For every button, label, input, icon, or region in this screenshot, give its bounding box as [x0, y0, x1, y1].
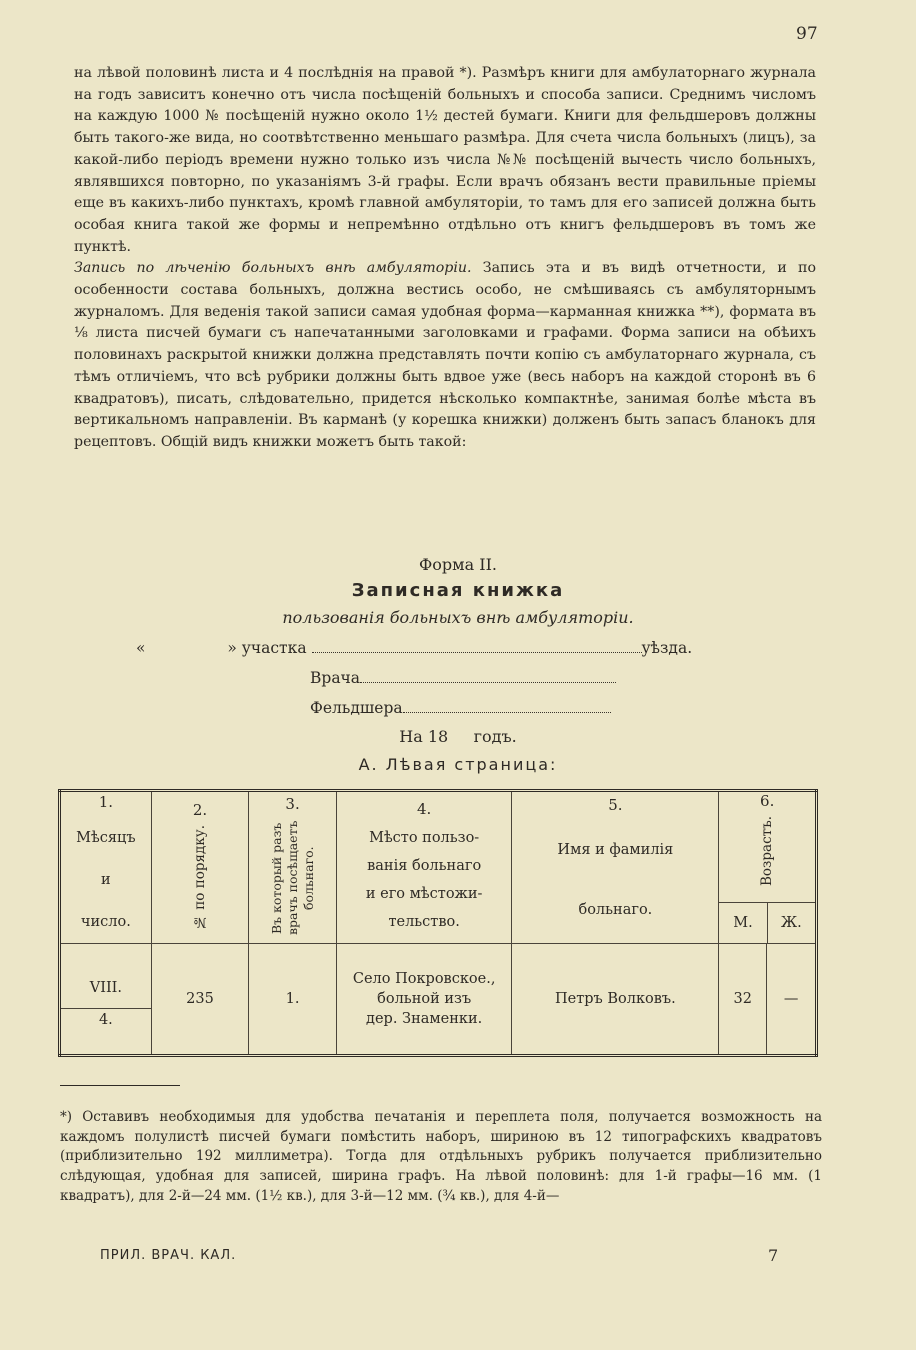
body-text: [74, 63, 816, 454]
col-4-header: 4. Мѣсто пользо- ванія больнаго и его мѣстожи- тельство.: [336, 791, 511, 944]
footnote-rule: [60, 1085, 180, 1086]
cell-place-line: дер. Знаменки.: [366, 1011, 483, 1027]
col-6-vertical-text: Возрастъ.: [759, 816, 776, 887]
cell-name: Петръ Волковъ.: [512, 944, 719, 1056]
footer-sheet-number: 7: [768, 1246, 779, 1265]
paragraph-1: на лѣвой половинѣ листа и 4 послѣднія на правой *). Размѣръ книги для амбулаторнаго журнала на годъ зависитъ конечно отъ числа посѣщеній больныхъ и способа записи. Среднимъ числомъ на каждую 1000 № посѣщеній нужно около 1½ дестей бумаги. Книги для фельдшеровъ должны быть такого-же вида, но соотвѣтственно меньшаго размѣра. Для счета числа больныхъ (лицъ), за какой-либо періодъ времени нужно только изъ числа №№ посѣщеній вычесть число больныхъ, являвшихся повторно, по указаніямъ 3-й графы. Если врачъ обязанъ вести правильные пріемы еще въ какихъ-либо пунктахъ, кромѣ главной амбуляторіи, то тамъ для его записей должна быть особая книга такой же формы и непремѣнно отдѣльно отъ книгъ фельдшеровъ въ томъ же пунктѣ.: [74, 65, 816, 255]
district-dots: [312, 640, 642, 653]
col-2-vertical-text: № по порядку.: [192, 825, 208, 930]
col-2-header: 2. № по порядку.: [151, 791, 248, 944]
col-5-header: 5. Имя и фамилія больнаго.: [512, 791, 719, 944]
feldsher-line: [310, 699, 611, 717]
cell-age-f: —: [767, 944, 817, 1056]
doctor-label: Врача: [310, 669, 361, 687]
quote-open: «: [136, 639, 146, 657]
feldsher-dots: [403, 700, 611, 713]
form-heading: Записная книжка: [351, 580, 565, 601]
cell-age-m: 32: [719, 944, 767, 1056]
cell-place-line: Село Покровское.,: [352, 971, 496, 987]
paragraph-2-text: Запись эта и въ видѣ отчетности, и по особенности состава больныхъ, должна вестись особо, не смѣшиваясь съ амбуляторнымъ журналомъ. Для веденія такой записи самая удобная форма—карманная книжка **), формата въ ⅛ листа писчей бумаги съ напечатанными заголовками и графами. Форма записи на обѣихъ половинахъ раскрытой книжки должна представлять почти копію съ амбулаторнаго журнала, съ тѣмъ отличіемъ, что всѣ рубрики должны быть вдвое уже (весь наборъ на каждой сторонѣ въ 6 квадратовъ), писать, слѣдовательно, придется нѣсколько компактнѣе, занимая болѣе мѣста въ вертикальномъ направленіи. Въ карманѣ (у корешка книжки) долженъ быть запасъ бланокъ для рецептовъ. Общій видъ книжки можетъ быть такой:: [74, 260, 817, 450]
footnote: *) Оставивъ необходимыя для удобства печатанія и переплета поля, получается возможность на каждомъ полулистѣ писчей бумаги помѣстить наборъ, шириною въ 12 типографскихъ квадратовъ (приблизительно 192 миллиметра). Тогда для отдѣльныхъ рубрикъ получается приблизительно слѣдующая, удобная для записей, ширина графъ. На лѣвой половинѣ: для 1-й графы—16 мм. (1 квадратъ), для 2-й—24 мм. (1½ кв.), для 3-й—12 мм. (¾ кв.), для 4-й—: [60, 1109, 822, 1204]
col-6-header: 6. Возрастъ. М. Ж.: [719, 791, 817, 944]
feldsher-label: Фельдшера: [310, 699, 403, 717]
doctor-dots: [360, 670, 616, 683]
doctor-line: [310, 669, 616, 687]
page-number: 97: [796, 24, 818, 44]
quote-close-uchastok: » участка: [227, 639, 307, 657]
col-1-line: число.: [80, 913, 131, 930]
table-header-row: [60, 791, 817, 944]
col-3-vertical-text: Въ который разъ врачъ посѣщаетъ больнаго.: [268, 820, 316, 935]
col-5-line: Имя и фамилія: [557, 841, 674, 858]
cell-day: 4.: [98, 1011, 113, 1028]
col-4-line: Мѣсто пользо-: [369, 829, 480, 846]
form-number: Форма II.: [419, 555, 497, 574]
col-1-line: Мѣсяцъ: [76, 829, 136, 846]
district-line: [136, 639, 692, 657]
left-page-label: А. Лѣвая страница:: [358, 755, 558, 774]
col-5-line: больнаго.: [578, 901, 653, 918]
footer-signature: ПРИЛ. ВРАЧ. КАЛ.: [100, 1248, 237, 1263]
sex-f-header: Ж.: [780, 915, 802, 931]
paragraph-2-italic-lead: Запись по лѣченію больныхъ внѣ амбуляторіи.: [74, 260, 472, 277]
record-table: [58, 789, 818, 1057]
col-4-line: тельство.: [388, 913, 460, 930]
form-subheading: пользованія больныхъ внѣ амбуляторіи.: [282, 608, 634, 627]
col-3-header: 3. Въ который разъ врачъ посѣщаетъ больнаго.: [249, 791, 337, 944]
cell-number: 235: [151, 944, 248, 1056]
col-1-line: и: [101, 871, 111, 888]
cell-place-line: больной изъ: [377, 991, 472, 1007]
cell-visit: 1.: [249, 944, 337, 1056]
cell-date: [60, 944, 152, 1056]
paragraph-2: [74, 258, 816, 453]
sex-m-header: М.: [719, 903, 767, 943]
col-4-line: ванія больнаго: [367, 857, 482, 874]
cell-month: VIII.: [61, 968, 151, 1009]
table-row: [60, 944, 817, 1056]
year-line: На 18 годъ.: [399, 727, 517, 746]
cell-place: [336, 944, 511, 1056]
col-4-line: и его мѣстожи-: [365, 885, 483, 902]
uezd-label: уѣзда.: [641, 639, 693, 657]
col-1-header: 1. Мѣсяцъ и число.: [60, 791, 152, 944]
